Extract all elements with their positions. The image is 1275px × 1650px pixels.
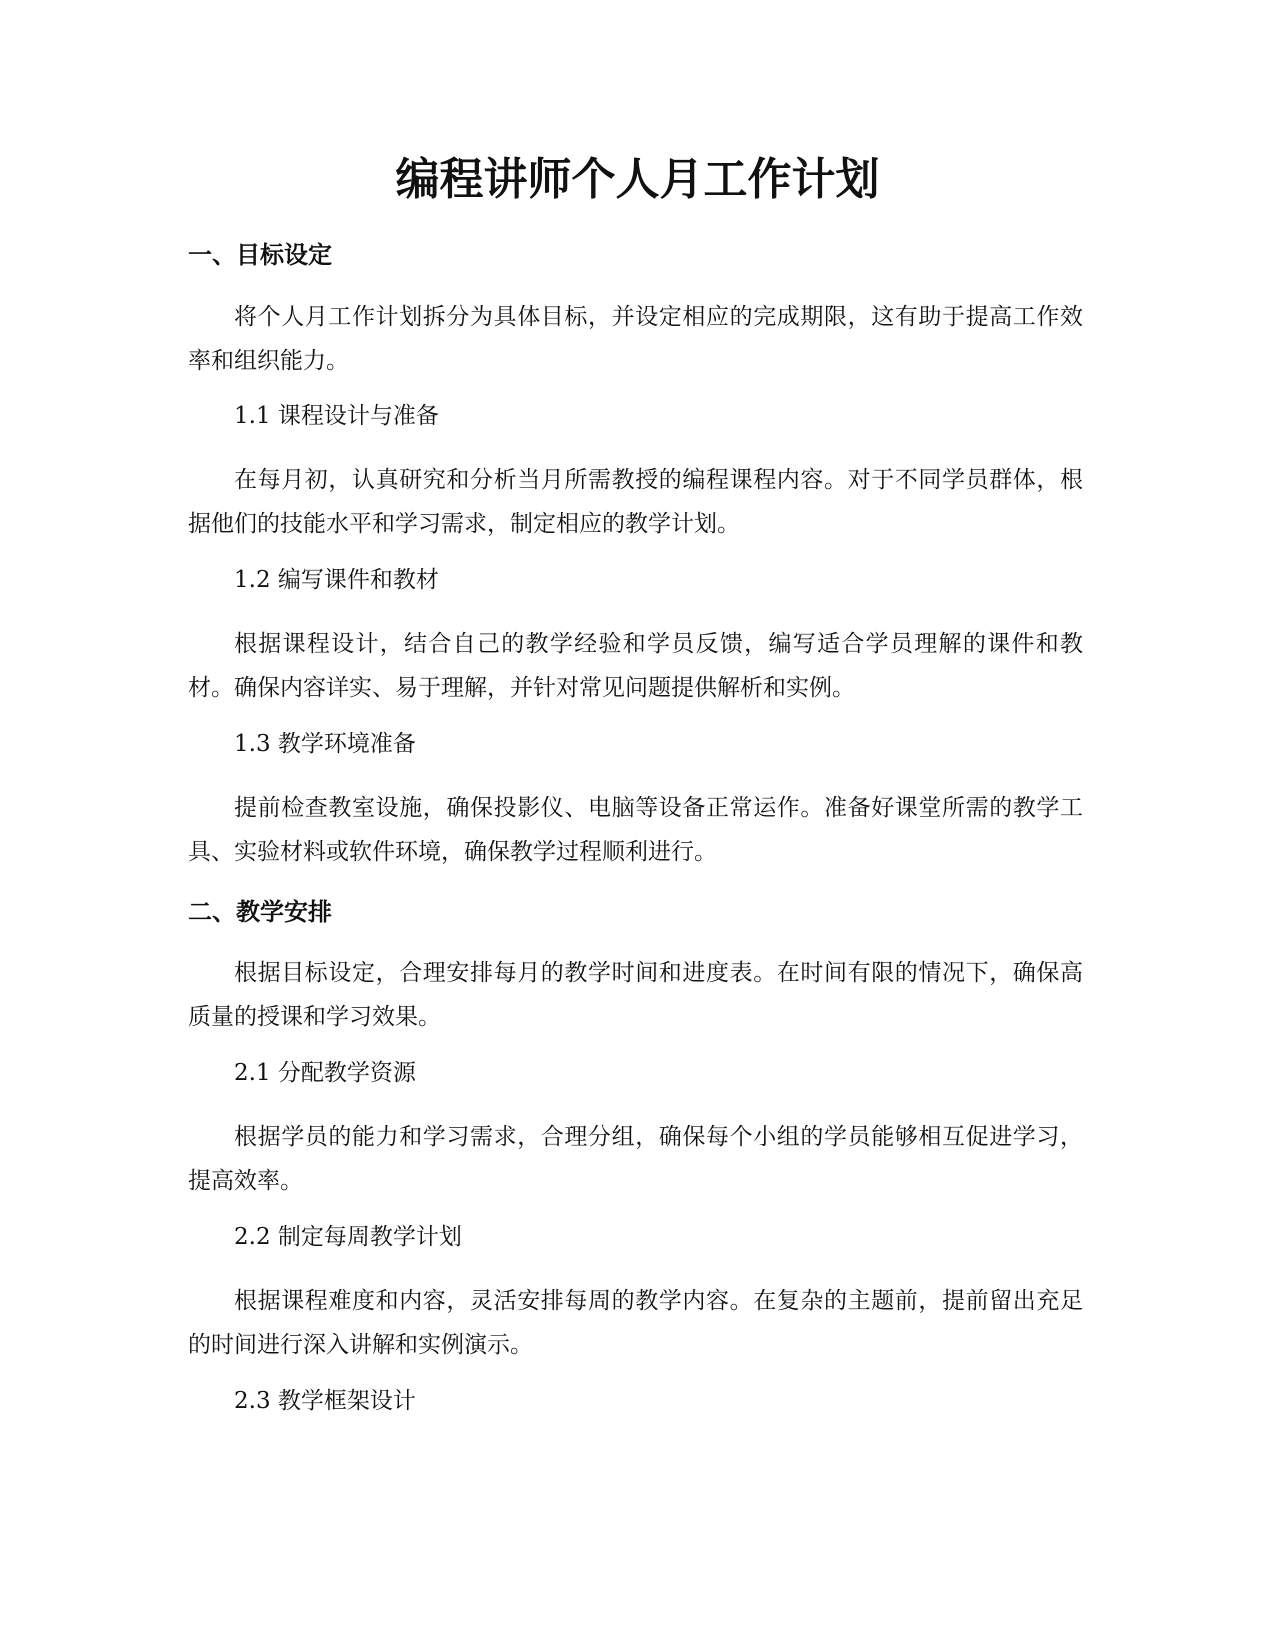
- subsection-heading-2-2: 2.2 制定每周教学计划: [234, 1224, 462, 1250]
- section-heading-goals: 一、目标设定: [188, 241, 332, 269]
- subsection-heading-1-1: 1.1 课程设计与准备: [234, 403, 439, 429]
- subsection-heading-1-3: 1.3 教学环境准备: [234, 731, 416, 757]
- subsection-text-1-3: 提前检查教室设施，确保投影仪、电脑等设备正常运作。准备好课堂所需的教学工具、实验材料或软件环境，确保教学过程顺利进行。: [188, 795, 1083, 865]
- section-intro-goals: 将个人月工作计划拆分为具体目标，并设定相应的完成期限，这有助于提高工作效率和组织能力。: [188, 304, 1083, 374]
- section-heading-teaching: 二、教学安排: [188, 898, 332, 926]
- subsection-text-2-1: 根据学员的能力和学习需求，合理分组，确保每个小组的学员能够相互促进学习，提高效率。: [188, 1124, 1083, 1194]
- subsection-heading-1-2: 1.2 编写课件和教材: [234, 567, 439, 593]
- document-title: 编程讲师个人月工作计划: [395, 154, 880, 205]
- subsection-heading-2-1: 2.1 分配教学资源: [234, 1060, 416, 1086]
- subsection-heading-2-3: 2.3 教学框架设计: [234, 1388, 416, 1414]
- section-intro-teaching: 根据目标设定，合理安排每月的教学时间和进度表。在时间有限的情况下，确保高质量的授课和学习效果。: [188, 960, 1083, 1030]
- subsection-text-1-1: 在每月初，认真研究和分析当月所需教授的编程课程内容。对于不同学员群体，根据他们的技能水平和学习需求，制定相应的教学计划。: [188, 467, 1083, 537]
- subsection-text-2-2: 根据课程难度和内容，灵活安排每周的教学内容。在复杂的主题前，提前留出充足的时间进行深入讲解和实例演示。: [188, 1288, 1083, 1358]
- subsection-text-1-2: 根据课程设计，结合自己的教学经验和学员反馈，编写适合学员理解的课件和教材。确保内容详实、易于理解，并针对常见问题提供解析和实例。: [188, 631, 1083, 701]
